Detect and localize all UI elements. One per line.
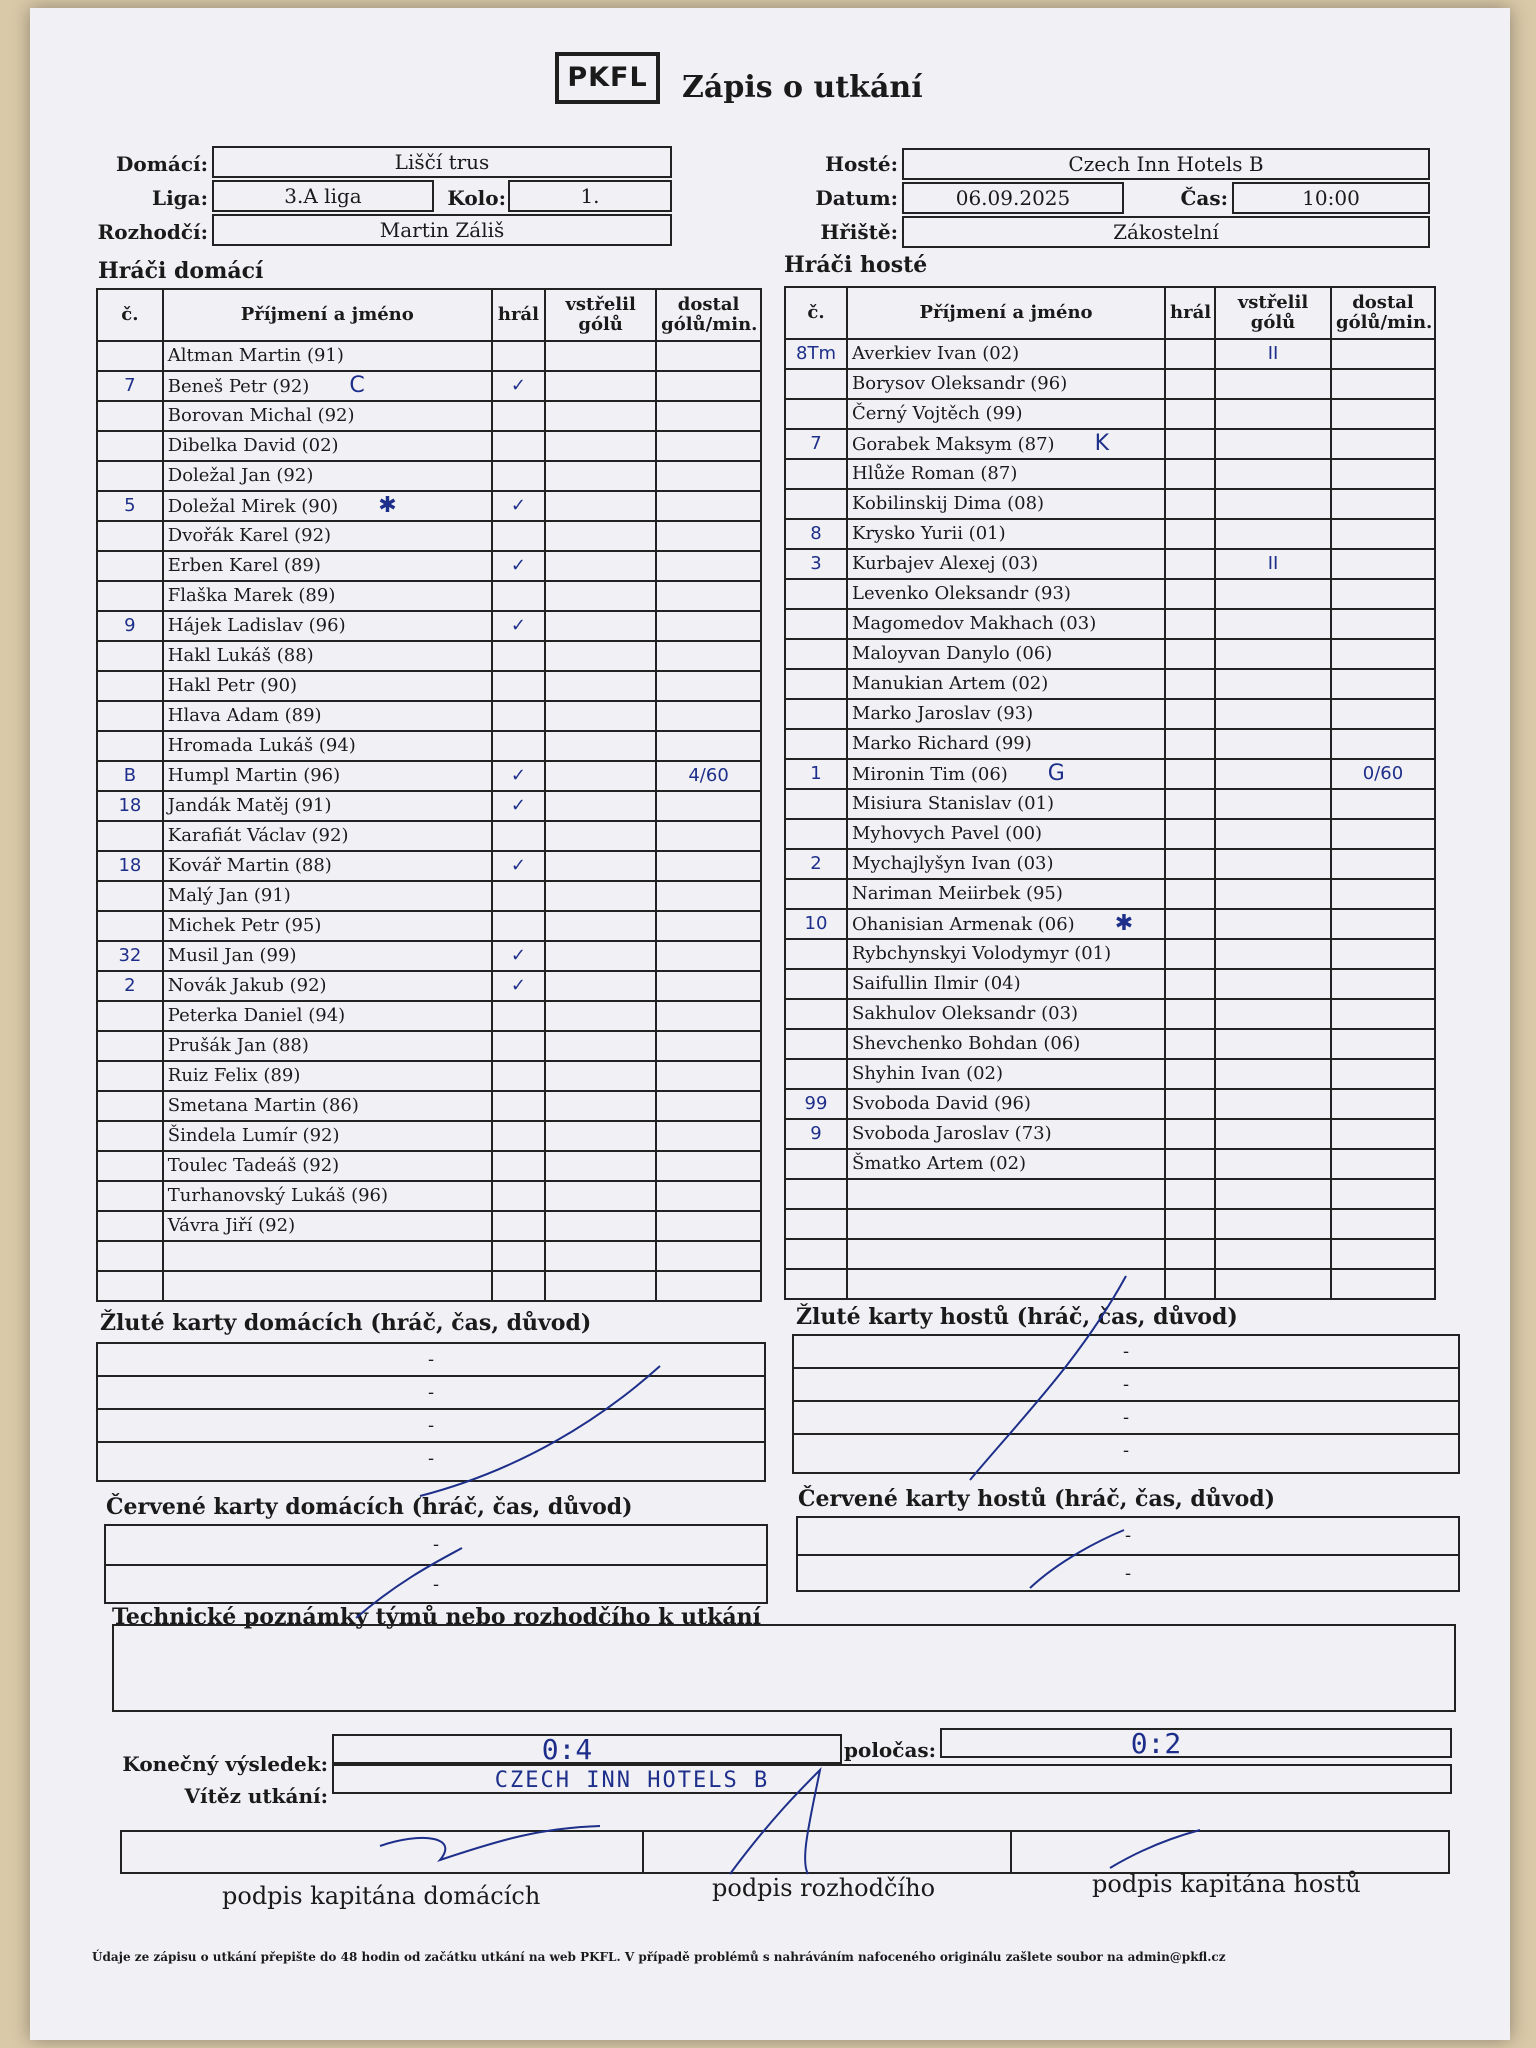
- player-name-text: Averkiev Ivan (02): [852, 343, 1020, 364]
- player-name-text: Rybchynskyi Volodymyr (01): [852, 943, 1112, 964]
- card-row: -: [1122, 1440, 1130, 1461]
- player-name-text: Flaška Marek (89): [167, 585, 336, 606]
- home-label: Domácí:: [116, 152, 208, 176]
- played-mark-text: ✓: [510, 795, 526, 816]
- player-number-text: 10: [804, 913, 828, 934]
- player-name-text: Smetana Martin (86): [167, 1095, 359, 1116]
- player-name-text: Misiura Stanislav (01): [852, 793, 1055, 814]
- played-mark-text: ✓: [510, 765, 526, 786]
- player-note: ✱: [1114, 910, 1134, 936]
- halftime-value: 0:2: [1130, 1727, 1182, 1760]
- player-name-text: Doležal Jan (92): [167, 465, 314, 486]
- card-row: -: [98, 1410, 764, 1443]
- goals-conceded-text: 4/60: [688, 765, 729, 786]
- player-number-text: 9: [124, 615, 136, 636]
- played-mark-text: ✓: [510, 975, 526, 996]
- player-name-text: Mironin Tim (06): [852, 763, 1008, 785]
- player-number-text: 3: [810, 553, 822, 574]
- home-team-field: Liščí trus: [212, 146, 672, 178]
- player-name-text: Dibelka David (02): [167, 435, 339, 456]
- card-row: -: [1124, 1563, 1132, 1584]
- player-name-text: Ohanisian Armenak (06): [852, 913, 1075, 935]
- card-row: -: [106, 1526, 766, 1566]
- played-mark-text: ✓: [510, 555, 526, 576]
- player-name-text: Kurbajev Alexej (03): [852, 553, 1039, 574]
- final-result-value: 0:4: [541, 1733, 593, 1766]
- winner-label: Vítěz utkání:: [184, 1784, 328, 1808]
- player-name-text: Kobilinskij Dima (08): [852, 493, 1045, 514]
- date-field: 06.09.2025: [902, 182, 1124, 214]
- player-name-text: Hakl Lukáš (88): [167, 645, 314, 666]
- player-name-text: Jandák Matěj (91): [167, 795, 332, 816]
- time-label: Čas:: [1180, 186, 1228, 210]
- player-name-text: Borovan Michal (92): [167, 405, 355, 426]
- player-number-text: 7: [810, 433, 822, 454]
- player-name-text: Karafiát Václav (92): [167, 825, 349, 846]
- played-mark-text: ✓: [510, 495, 526, 516]
- player-name-text: Svoboda David (96): [852, 1093, 1031, 1114]
- player-number-text: 2: [810, 853, 822, 874]
- player-number-text: 1: [810, 763, 822, 784]
- home-captain-signature-label: podpis kapitána domácích: [222, 1882, 541, 1910]
- player-name-text: Hlava Adam (89): [167, 705, 322, 726]
- guest-players-heading: Hráči hosté: [784, 252, 928, 278]
- guest-label: Hosté:: [825, 152, 898, 176]
- notes-heading: Technické poznámky týmů nebo rozhodčího k utkání: [112, 1604, 762, 1630]
- player-name-text: Toulec Tadeáš (92): [167, 1155, 340, 1176]
- player-name-text: Myhovych Pavel (00): [852, 823, 1043, 844]
- guest-captain-signature-label: podpis kapitána hostů: [1092, 1870, 1361, 1898]
- field-field: Zákostelní: [902, 216, 1430, 248]
- player-name-text: Krysko Yurii (01): [852, 523, 1006, 544]
- col-conceded: dostal gólů/min.: [1331, 287, 1435, 339]
- player-name-text: Gorabek Maksym (87): [852, 433, 1055, 455]
- guest-red-heading: Červené karty hostů (hráč, čas, důvod): [798, 1486, 1276, 1512]
- home-red-heading: Červené karty domácích (hráč, čas, důvod): [106, 1494, 633, 1520]
- player-name-text: Erben Karel (89): [167, 555, 321, 576]
- player-name-text: Vávra Jiří (92): [167, 1215, 296, 1236]
- player-name-text: Kovář Martin (88): [167, 855, 332, 876]
- card-row: -: [98, 1344, 764, 1377]
- player-name-text: Mychajlyšyn Ivan (03): [852, 853, 1054, 874]
- col-scored: vstřelil gólů: [1215, 287, 1331, 339]
- goals-scored-text: II: [1267, 553, 1279, 574]
- card-row: -: [432, 1574, 440, 1595]
- guest-yellow-heading: Žluté karty hostů (hráč, čas, důvod): [796, 1304, 1238, 1330]
- player-name-text: Malý Jan (91): [167, 885, 291, 906]
- player-name-text: Svoboda Jaroslav (73): [852, 1123, 1052, 1144]
- player-name-text: Hakl Petr (90): [167, 675, 298, 696]
- player-name-text: Maloyvan Danylo (06): [852, 643, 1053, 664]
- round-label: Kolo:: [447, 186, 506, 210]
- referee-label: Rozhodčí:: [97, 220, 208, 244]
- player-note: C: [349, 372, 365, 398]
- player-name-text: Shevchenko Bohdan (06): [852, 1033, 1081, 1054]
- player-name-text: Manukian Artem (02): [852, 673, 1049, 694]
- player-name-text: Marko Jaroslav (93): [852, 703, 1034, 724]
- col-conceded: dostal gólů/min.: [656, 289, 761, 341]
- card-row: -: [427, 1448, 435, 1469]
- card-row: -: [798, 1518, 1458, 1556]
- col-scored: vstřelil gólů: [545, 289, 656, 341]
- played-mark-text: ✓: [510, 945, 526, 966]
- player-number-text: 7: [124, 375, 136, 396]
- halftime-label: poločas:: [844, 1738, 937, 1762]
- player-name-text: Magomedov Makhach (03): [852, 613, 1097, 634]
- time-field: 10:00: [1232, 182, 1430, 214]
- league-field: 3.A liga: [212, 180, 434, 212]
- col-num: č.: [785, 287, 847, 339]
- player-name-text: Prušák Jan (88): [167, 1035, 309, 1056]
- player-number-text: 18: [118, 795, 142, 816]
- player-name-text: Musil Jan (99): [167, 945, 297, 966]
- col-num: č.: [97, 289, 163, 341]
- player-note: G: [1047, 760, 1065, 786]
- player-name-text: Humpl Martin (96): [167, 765, 341, 786]
- referee-signature-label: podpis rozhodčího: [712, 1874, 936, 1902]
- played-mark-text: ✓: [510, 615, 526, 636]
- player-note: ✱: [378, 492, 397, 518]
- player-number-text: 8Tm: [796, 343, 836, 364]
- league-label: Liga:: [152, 186, 208, 210]
- player-name-text: Novák Jakub (92): [167, 975, 327, 996]
- page-title: Zápis o utkání: [682, 70, 923, 105]
- home-players-heading: Hráči domácí: [98, 258, 264, 284]
- player-name-text: Dvořák Karel (92): [167, 525, 332, 546]
- footer-note: Údaje ze zápisu o utkání přepište do 48 hodin od začátku utkání na web PKFL. V případě problémů s nahráváním nafoceného originálu zašlete soubor na admin@pkfl.cz: [92, 1950, 1226, 1964]
- played-mark-text: ✓: [510, 375, 526, 396]
- player-name-text: Michek Petr (95): [167, 915, 322, 936]
- col-name: Příjmení a jméno: [163, 289, 492, 341]
- player-note: K: [1094, 430, 1110, 456]
- player-name-text: Hlůže Roman (87): [852, 463, 1018, 484]
- player-name-text: Beneš Petr (92): [167, 375, 310, 397]
- player-number-text: 8: [810, 523, 822, 544]
- player-name-text: Ruiz Felix (89): [167, 1065, 301, 1086]
- guest-team-field: Czech Inn Hotels B: [902, 148, 1430, 180]
- referee-field: Martin Záliš: [212, 214, 672, 246]
- col-played: hrál: [1165, 287, 1215, 339]
- card-row: -: [794, 1336, 1458, 1369]
- goals-conceded-text: 0/60: [1362, 763, 1404, 784]
- player-name-text: Saifullin Ilmir (04): [852, 973, 1021, 994]
- player-name-text: Šmatko Artem (02): [852, 1153, 1027, 1174]
- player-number-text: 9: [810, 1123, 822, 1144]
- player-name-text: Altman Martin (91): [167, 345, 344, 366]
- player-name-text: Borysov Oleksandr (96): [852, 373, 1068, 394]
- player-name-text: Hájek Ladislav (96): [167, 615, 346, 636]
- player-name-text: Černý Vojtěch (99): [852, 403, 1023, 424]
- played-mark-text: ✓: [510, 855, 526, 876]
- card-row: -: [98, 1377, 764, 1410]
- player-number-text: 2: [124, 975, 136, 996]
- player-name-text: Sakhulov Oleksandr (03): [852, 1003, 1079, 1024]
- player-name-text: Nariman Meiirbek (95): [852, 883, 1063, 904]
- player-name-text: Hromada Lukáš (94): [167, 735, 356, 756]
- player-number-text: 5: [124, 495, 136, 516]
- col-played: hrál: [492, 289, 545, 341]
- player-name-text: Doležal Mirek (90): [167, 495, 339, 517]
- player-name-text: Shyhin Ivan (02): [852, 1063, 1004, 1084]
- player-number-text: B: [123, 765, 137, 786]
- player-name-text: Turhanovský Lukáš (96): [167, 1185, 389, 1206]
- player-number-text: 32: [118, 945, 142, 966]
- player-name-text: Marko Richard (99): [852, 733, 1032, 754]
- card-row: -: [794, 1402, 1458, 1435]
- player-name-text: Levenko Oleksandr (93): [852, 583, 1071, 604]
- round-field: 1.: [508, 180, 672, 212]
- col-name: Příjmení a jméno: [847, 287, 1165, 339]
- pkfl-logo: PKFL: [555, 52, 660, 104]
- player-number-text: 18: [118, 855, 142, 876]
- goals-scored-text: II: [1267, 343, 1279, 364]
- player-name-text: Šindela Lumír (92): [167, 1125, 340, 1146]
- winner-value: CZECH INN HOTELS B: [494, 1768, 770, 1793]
- player-name-text: Peterka Daniel (94): [167, 1005, 346, 1026]
- final-result-label: Konečný výsledek:: [122, 1752, 328, 1776]
- date-label: Datum:: [815, 186, 898, 210]
- field-label: Hřiště:: [820, 220, 898, 244]
- player-number-text: 99: [804, 1093, 828, 1114]
- home-yellow-heading: Žluté karty domácích (hráč, čas, důvod): [100, 1310, 592, 1336]
- card-row: -: [794, 1369, 1458, 1402]
